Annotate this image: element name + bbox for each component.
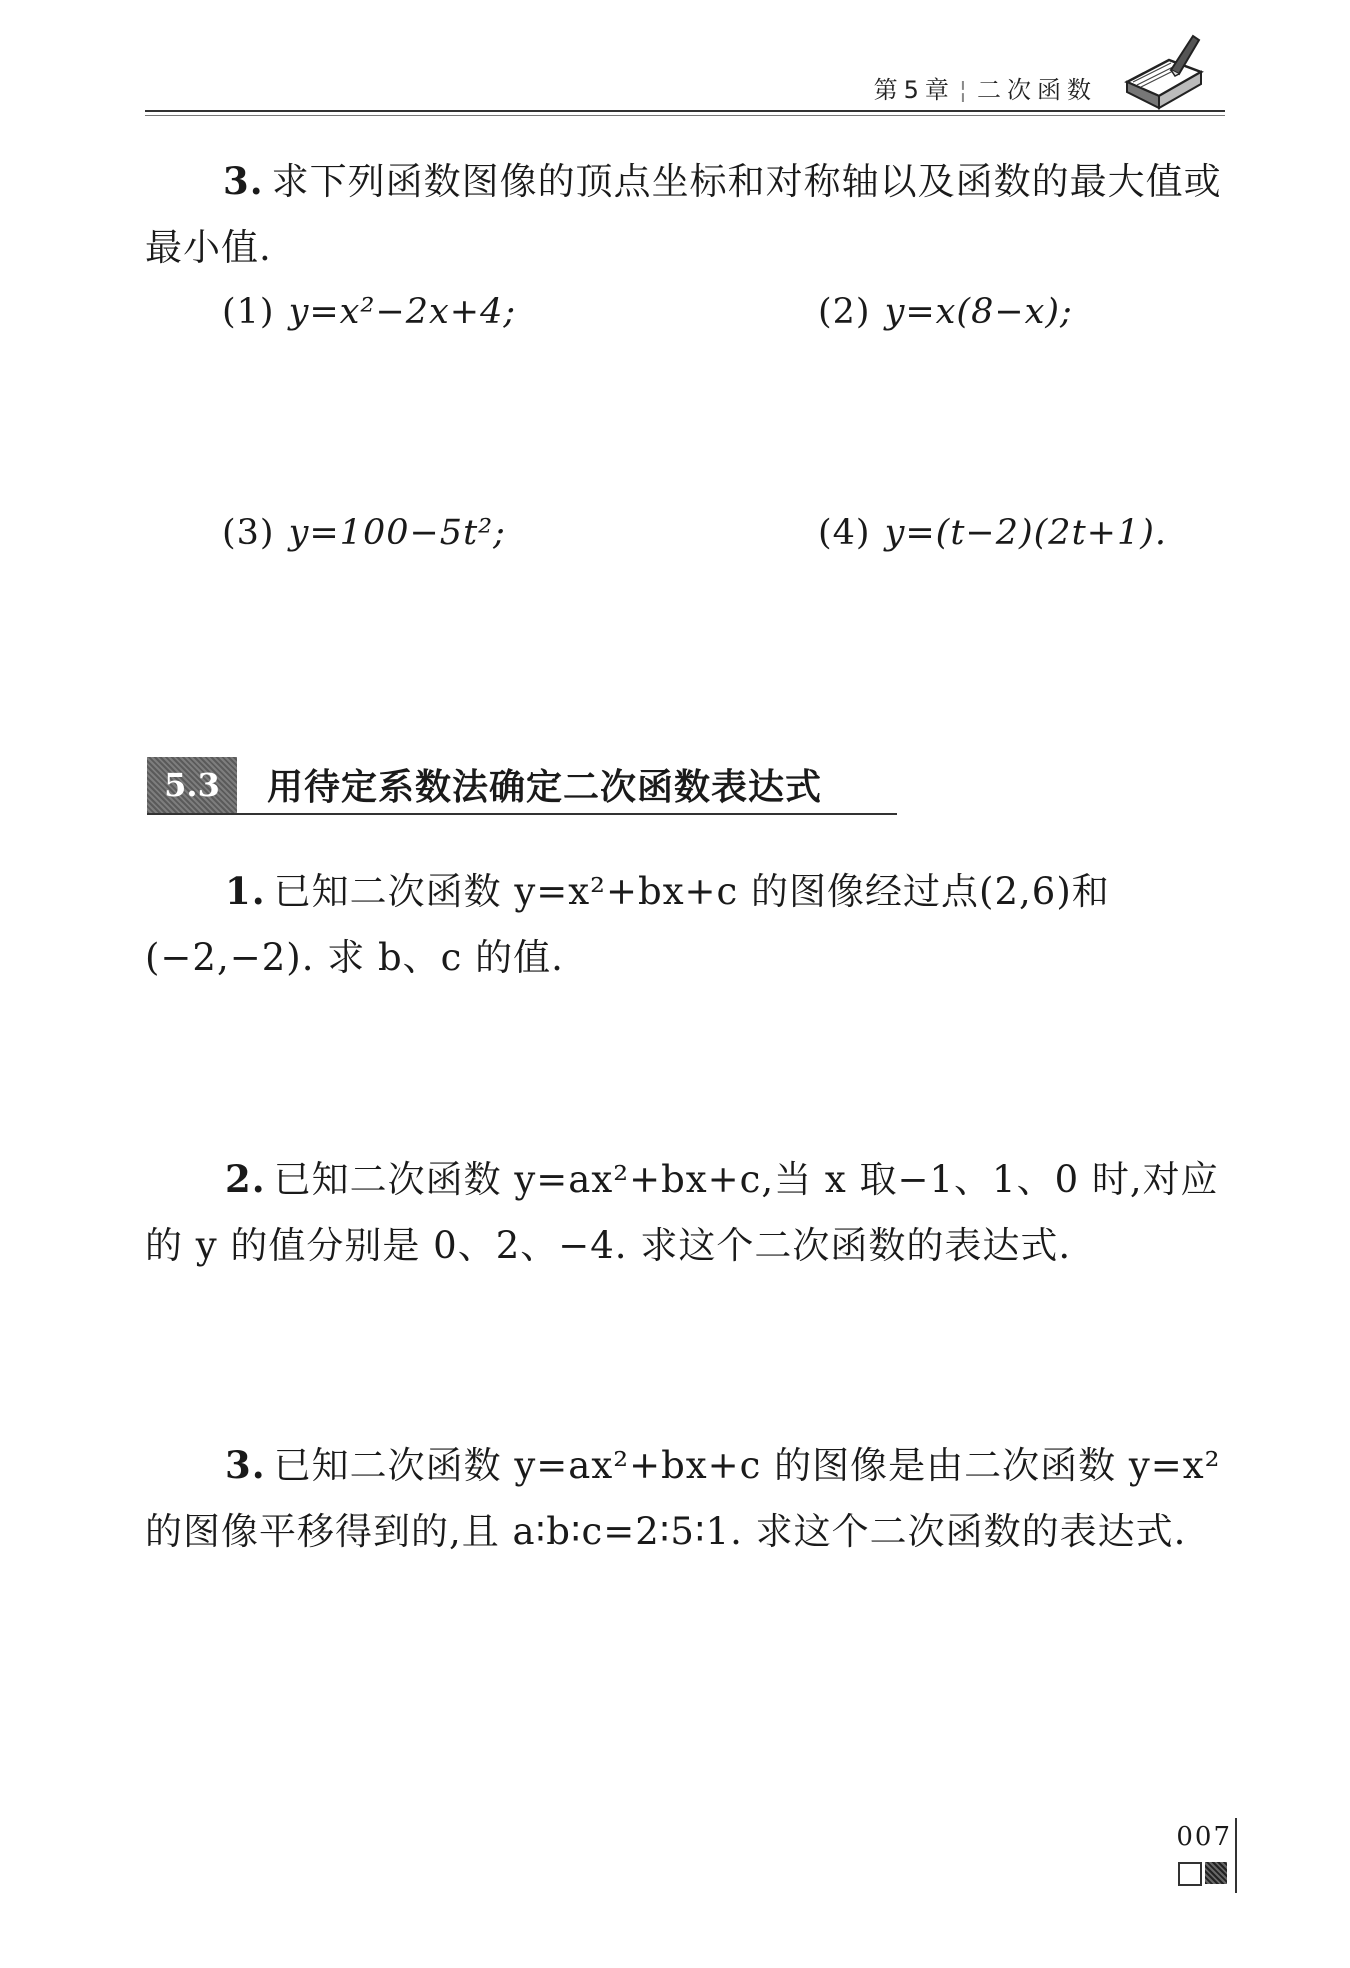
problem-text: 已知二次函数 y=ax²+bx+c,当 x 取−1、1、0 时,对应的 y 的值分别是 0、2、−4. 求这个二次函数的表达式. <box>145 1158 1219 1267</box>
sub-label: (3) <box>222 513 275 553</box>
sub-question-1 <box>222 287 516 337</box>
footer-marks-icon <box>1178 1862 1228 1886</box>
section-heading <box>147 757 897 817</box>
problem-3 <box>145 1432 1235 1565</box>
section-number-badge: 5.3 <box>147 757 237 813</box>
chapter-label: 第5章 <box>873 76 955 104</box>
sub-question-2 <box>818 287 1073 337</box>
running-header <box>145 30 1225 110</box>
sub-expression: y=x²−2x+4; <box>288 292 517 332</box>
section-title: 用待定系数法确定二次函数表达式 <box>267 767 823 808</box>
problem-2 <box>145 1146 1235 1279</box>
header-rule <box>145 110 1225 112</box>
problem-1 <box>145 858 1235 991</box>
book-pencil-icon <box>1121 30 1207 112</box>
empty-square-icon <box>1178 1862 1202 1886</box>
sub-expression: y=100−5t²; <box>288 513 506 553</box>
problem-number: 3. <box>225 1443 266 1487</box>
question-text: 求下列函数图像的顶点坐标和对称轴以及函数的最大值或最小值. <box>145 160 1222 269</box>
problem-text: 已知二次函数 y=ax²+bx+c 的图像是由二次函数 y=x²的图像平移得到的,且 a∶b∶c=2∶5∶1. 求这个二次函数的表达式. <box>145 1444 1221 1553</box>
chapter-title: 二次函数 <box>977 76 1097 104</box>
problem-number: 2. <box>225 1157 266 1201</box>
page-number: 007 <box>1176 1822 1232 1852</box>
sub-label: (4) <box>818 513 871 553</box>
sub-question-3 <box>222 508 506 558</box>
sub-expression: y=x(8−x); <box>884 292 1073 332</box>
sub-expression: y=(t−2)(2t+1). <box>884 513 1168 553</box>
sub-label: (2) <box>818 292 871 332</box>
header-text: 第5章 ¦ 二次函数 <box>873 76 1097 104</box>
footer-rule <box>1235 1818 1237 1893</box>
problem-text: 已知二次函数 y=x²+bx+c 的图像经过点(2,6)和(−2,−2). 求 b、c 的值. <box>145 870 1110 979</box>
sub-label: (1) <box>222 292 275 332</box>
filled-square-icon <box>1205 1862 1227 1884</box>
sub-question-4 <box>818 508 1167 558</box>
problem-number: 1. <box>225 869 266 913</box>
header-rule-thin <box>145 115 1225 116</box>
exercise-3-prompt <box>145 148 1235 281</box>
question-number: 3. <box>223 159 264 203</box>
section-rule <box>147 813 897 815</box>
